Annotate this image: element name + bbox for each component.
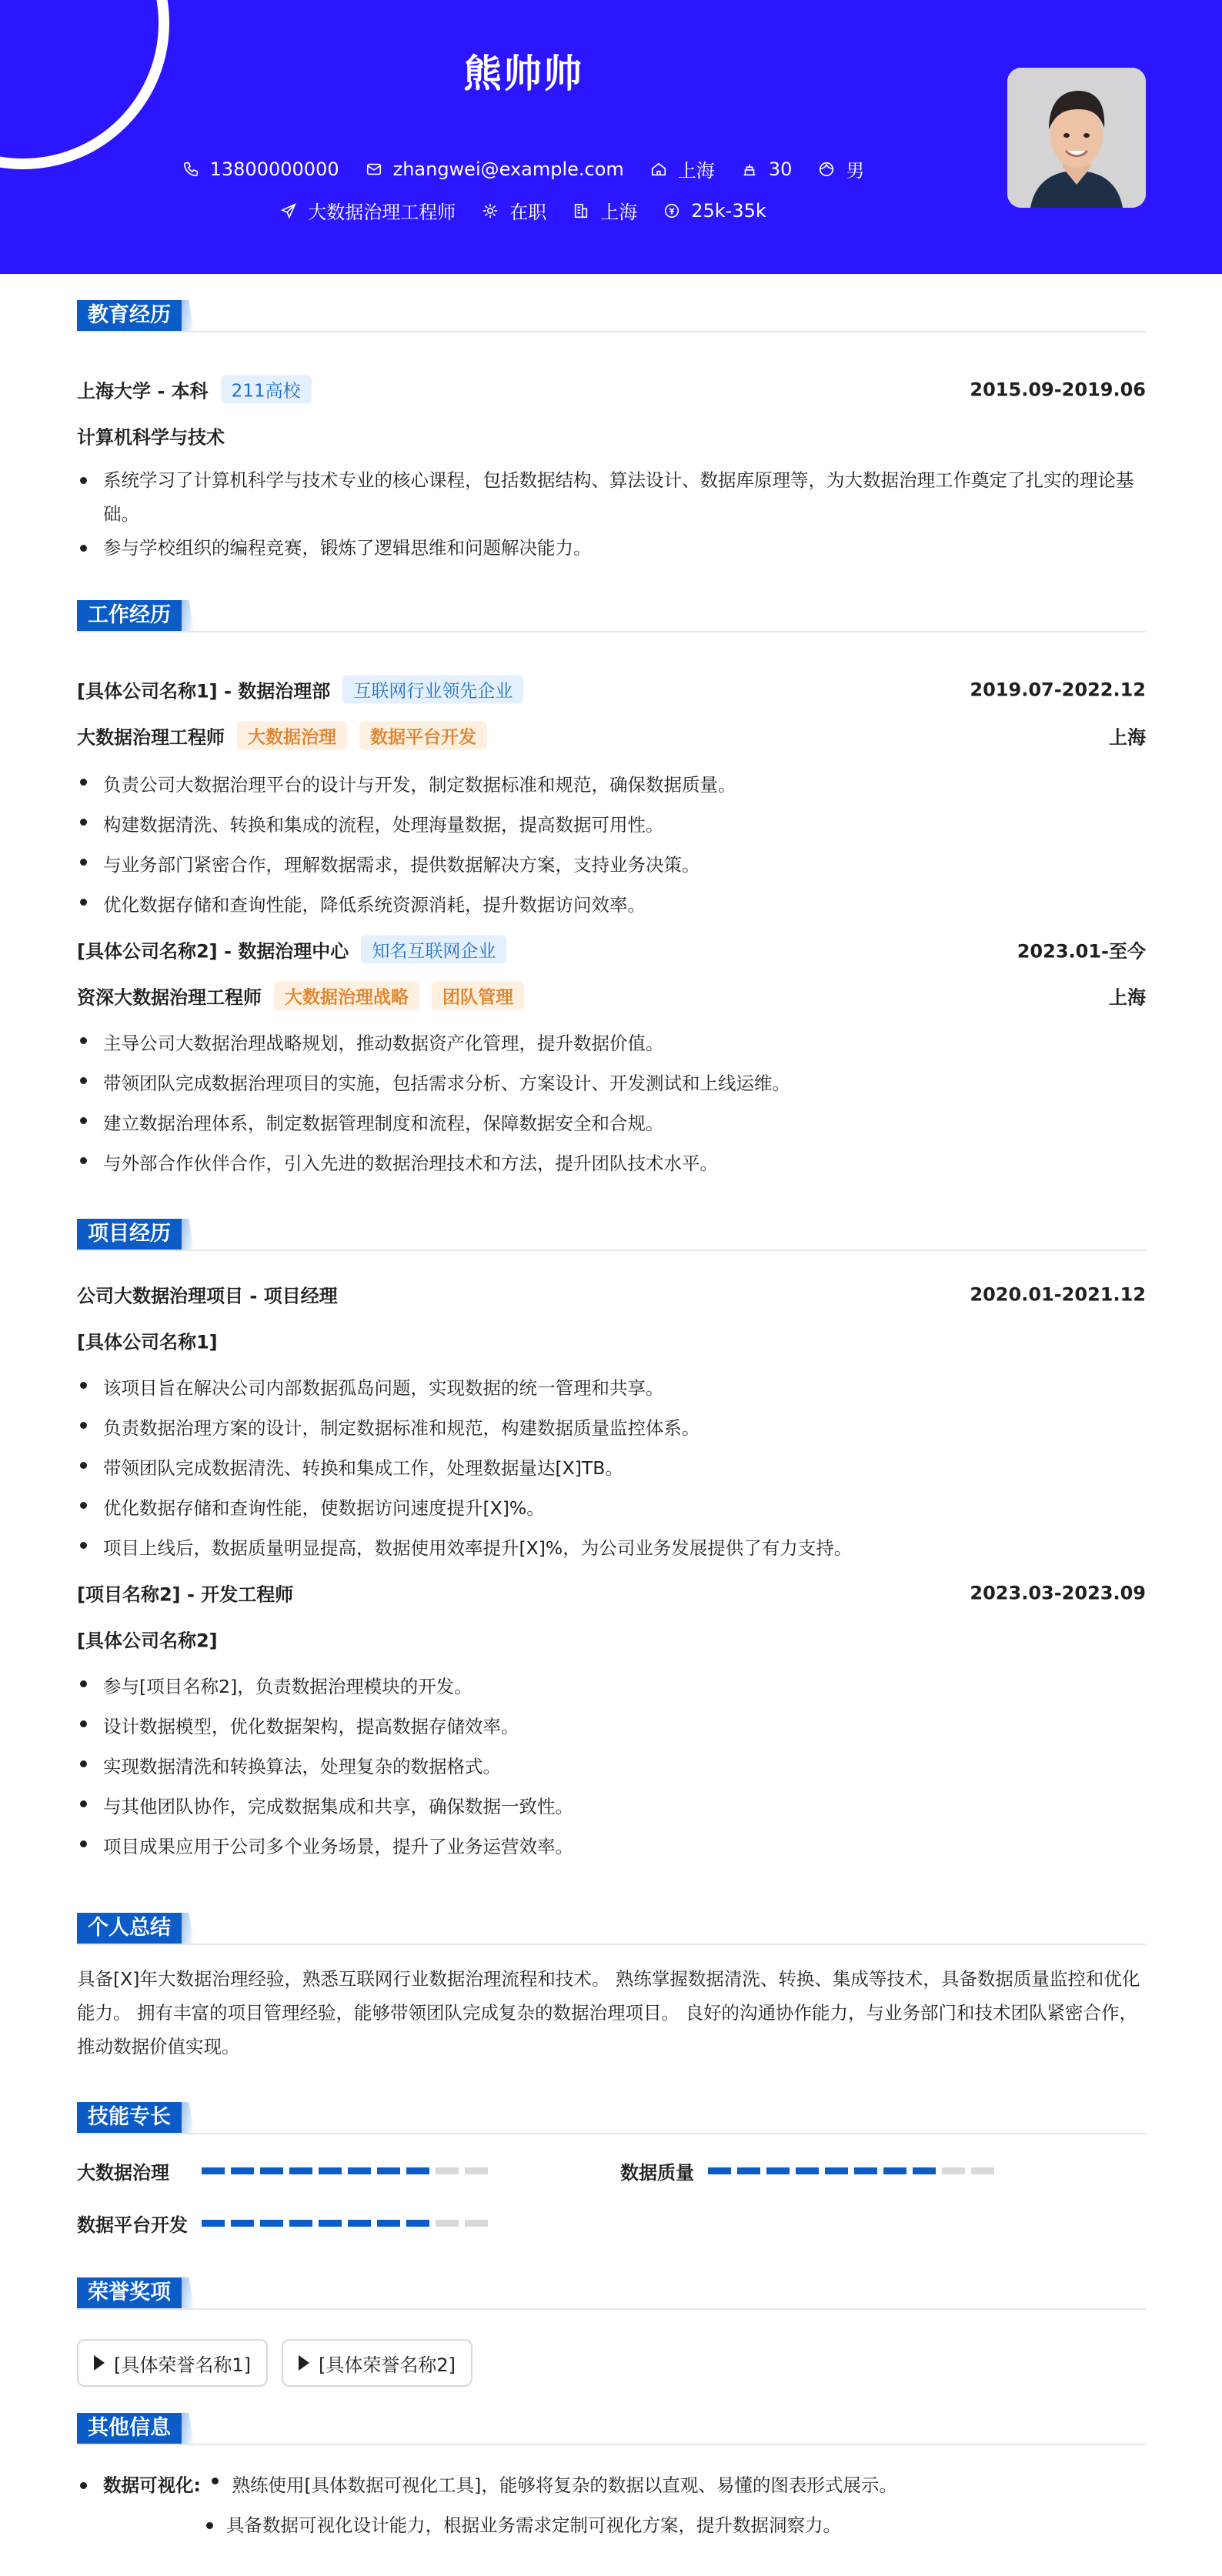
skill-level-segment [319,2167,342,2174]
education-header-row [77,375,1146,404]
skill-level-segment [854,2167,877,2174]
section-title [77,1913,194,1944]
company-tag: 互联网行业领先企业 [342,676,523,704]
face-icon [818,161,835,178]
job-company: [具体公司名称2] - 数据治理中心 [77,940,349,963]
salary-info [663,197,766,224]
section-title [77,1219,194,1250]
job-position: 资深大数据治理工程师 [77,986,262,1009]
project-header-row [77,1281,1146,1308]
phone-text: 13800000000 [209,158,339,180]
skill-item [620,2157,994,2184]
list-item: 带领团队完成数据治理项目的实施，包括需求分析、方案设计、开发测试和上线运维。 [77,1063,1146,1103]
section-title-tail [182,300,194,331]
skill-level-segment [289,2220,312,2227]
list-item: 参与学校组织的编程竞赛，锻炼了逻辑思维和问题解决能力。 [77,531,1146,565]
project-date: 2023.03-2023.09 [970,1582,1146,1603]
job-position: 大数据治理工程师 [77,726,225,749]
section-divider [77,1250,1146,1251]
honor-label: [具体荣誉名称2] [319,2354,456,2376]
section-divider [77,2308,1146,2310]
skill-level-segment [260,2167,283,2174]
other-info-text: 具备数据可视化设计能力，根据业务需求定制可视化方案，提升数据洞察力。 [226,2514,841,2536]
section-title-tail [182,2102,194,2133]
other-info-label: 数据可视化: [103,2474,201,2496]
mail-icon [366,161,382,178]
other-info-row [77,2465,1146,2505]
major-name: 计算机科学与技术 [77,426,225,449]
job-header-row [77,936,1146,964]
list-item: 带领团队完成数据清洗、转换和集成工作，处理数据量达[X]TB。 [77,1448,1146,1488]
skill-level-segment [406,2220,429,2227]
section-title-label: 荣誉奖项 [77,2277,182,2308]
job-bullets [77,765,1146,925]
position-tag: 团队管理 [432,982,524,1010]
section-title-label: 个人总结 [77,1913,182,1944]
skill-level-segment [231,2167,254,2174]
list-item: 系统学习了计算机科学与技术专业的核心课程，包括数据结构、算法设计、数据库原理等，为大数据治理工作奠定了扎实的理论基础。 [77,463,1146,531]
age-text: 30 [768,158,793,180]
list-item: 建立数据治理体系，制定数据管理制度和流程，保障数据安全和合规。 [77,1103,1146,1143]
skill-level-segment [406,2167,429,2174]
list-item: 与业务部门紧密合作，理解数据需求，提供数据解决方案，支持业务决策。 [77,845,1146,885]
position-tag: 大数据治理战略 [274,982,419,1010]
project-name: [项目名称2] - 开发工程师 [77,1583,294,1606]
list-item: 项目成果应用于公司多个业务场景，提升了业务运营效率。 [77,1827,1146,1867]
gender-text: 男 [846,160,865,182]
job-position-row [77,982,1146,1010]
skill-name: 大数据治理 [77,2162,169,2184]
list-item: 实现数据清洗和转换算法，处理复杂的数据格式。 [77,1747,1146,1787]
project-header-row [77,1580,1146,1607]
list-item: 参与[项目名称2]，负责数据治理模块的开发。 [77,1667,1146,1707]
skill-level-segment [883,2167,906,2174]
skill-level-segment [971,2167,994,2174]
job-location: 上海 [1109,726,1146,749]
section-title-tail [182,2277,194,2308]
skill-item [77,2157,488,2184]
skill-level-segment [436,2220,459,2227]
project-bullets [77,1368,1146,1568]
honor-list [77,2339,1146,2387]
bullet-dot [80,2482,87,2489]
status-info [482,197,546,224]
section-title-label: 教育经历 [77,300,182,331]
section-title [77,2102,194,2133]
skill-level-segment [436,2167,459,2174]
skill-level-segment [377,2220,400,2227]
gear-icon [482,202,499,219]
project-date: 2020.01-2021.12 [970,1283,1146,1305]
skill-level-segment [319,2220,342,2227]
skill-level-segment [796,2167,819,2174]
section-title-label: 技能专长 [77,2102,182,2133]
job-company: [具体公司名称1] - 数据治理部 [77,680,331,702]
section-divider [77,1944,1146,1945]
job-date: 2023.01-至今 [1017,940,1146,963]
skill-level-bar [202,2220,488,2227]
skill-name: 数据平台开发 [77,2214,188,2236]
cake-icon [741,161,758,178]
city-text: 上海 [677,160,715,182]
section-title [77,300,194,331]
age-info [741,155,793,182]
honor-chip [282,2339,472,2387]
bullet-dot [212,2478,219,2484]
other-info-row [77,2505,1146,2545]
play-icon [94,2355,105,2371]
section-title [77,600,194,631]
send-icon [280,202,297,219]
job-target-text: 大数据治理工程师 [308,202,456,223]
job-position-row [77,722,1146,750]
skill-level-segment [766,2167,790,2174]
skill-level-segment [913,2167,936,2174]
summary-text: 具备[X]年大数据治理经验，熟悉互联网行业数据治理流程和技术。 熟练掌握数据清洗、转换、集成等技术，具备数据质量监控和优化能力。 拥有丰富的项目管理经验，能够带领团队完成复杂的数据治理项目。 良好的沟通协作能力，与业务部门和技术团队紧密合作，推动数据价值实现。 [77,1968,1140,2057]
list-item: 主导公司大数据治理战略规划，推动数据资产化管理，提升数据价值。 [77,1023,1146,1063]
position-tag: 大数据治理 [237,722,347,750]
school-tag: 211高校 [221,375,312,404]
project-company: [具体公司名称2] [77,1630,218,1652]
skill-level-segment [465,2167,488,2174]
home-icon [650,161,667,178]
email-text: zhangwei@example.com [392,158,624,180]
resume-header [0,0,1222,274]
skill-level-segment [202,2167,225,2174]
other-info-text: 熟练使用[具体数据可视化工具]，能够将复杂的数据以直观、易懂的图表形式展示。 [232,2474,897,2496]
project-company-row [77,1327,1146,1354]
section-title-label: 工作经历 [77,600,182,631]
skill-level-segment [825,2167,848,2174]
work-city-text: 上海 [600,202,638,223]
list-item: 与其他团队协作，完成数据集成和共享，确保数据一致性。 [77,1787,1146,1827]
skill-level-segment [377,2167,400,2174]
project-company: [具体公司名称1] [77,1331,218,1353]
building-icon [573,202,589,219]
section-divider [77,331,1146,332]
list-item: 项目上线后，数据质量明显提高，数据使用效率提升[X]%，为公司业务发展提供了有力支持。 [77,1528,1146,1568]
section-title-tail [182,1913,194,1944]
section-divider [77,2133,1146,2134]
contact-info-row [0,155,1047,182]
gender-info [818,155,864,182]
salary-text: 25k-35k [691,199,766,222]
job-date: 2019.07-2022.12 [970,679,1146,700]
section-title-tail [182,1219,194,1250]
avatar [1007,68,1146,208]
skill-level-segment [231,2220,254,2227]
list-item: 构建数据清洗、转换和集成的流程，处理海量数据，提高数据可用性。 [77,805,1146,845]
city-info [650,155,715,182]
section-title-tail [182,2413,194,2444]
major-row [77,422,1146,449]
section-divider [77,2444,1146,2445]
job-info-row [0,197,1047,224]
company-tag: 知名互联网企业 [361,936,506,964]
skill-level-segment [465,2220,488,2227]
other-info-block [77,2465,1146,2545]
phone-icon [182,161,199,178]
section-divider [77,631,1146,632]
project-bullets [77,1667,1146,1867]
skill-level-segment [348,2220,371,2227]
skill-level-segment [202,2220,225,2227]
candidate-name: 熊帅帅 [463,52,583,96]
list-item: 设计数据模型，优化数据架构，提高数据存储效率。 [77,1707,1146,1747]
skill-level-segment [737,2167,760,2174]
skill-level-bar [202,2167,488,2174]
education-bullets [77,463,1146,565]
play-icon [299,2355,309,2371]
education-date: 2015.09-2019.06 [970,379,1146,400]
work-city-info [573,197,637,224]
profile-photo [1007,68,1146,208]
job-bullets [77,1023,1146,1183]
list-item: 优化数据存储和查询性能，降低系统资源消耗，提升数据访问效率。 [77,885,1146,925]
skill-level-segment [942,2167,965,2174]
skill-name: 数据质量 [620,2162,694,2184]
list-item: 与外部合作伙伴合作，引入先进的数据治理技术和方法，提升团队技术水平。 [77,1143,1146,1183]
job-header-row [77,676,1146,704]
bullet-dot [206,2522,213,2529]
skill-level-segment [708,2167,731,2174]
school-name: 上海大学 - 本科 [77,380,209,402]
phone-info [182,155,339,182]
status-text: 在职 [509,202,547,223]
skill-level-segment [289,2167,312,2174]
honor-chip [77,2339,268,2387]
email-info [366,155,624,182]
project-name: 公司大数据治理项目 - 项目经理 [77,1285,338,1307]
list-item: 负责数据治理方案的设计，制定数据标准和规范，构建数据质量监控体系。 [77,1408,1146,1448]
list-item: 负责公司大数据治理平台的设计与开发，制定数据标准和规范，确保数据质量。 [77,765,1146,805]
list-item: 优化数据存储和查询性能，使数据访问速度提升[X]%。 [77,1488,1146,1528]
skill-level-segment [260,2220,283,2227]
section-title [77,2413,194,2444]
job-target-info [280,197,456,224]
section-title-tail [182,600,194,631]
section-title-label: 其他信息 [77,2413,182,2444]
skill-level-segment [348,2167,371,2174]
list-item [209,2474,896,2496]
section-title [77,2277,194,2308]
coin-icon [663,202,680,219]
skill-item [77,2210,488,2237]
list-item: 该项目旨在解决公司内部数据孤岛问题，实现数据的统一管理和共享。 [77,1368,1146,1408]
project-company-row [77,1626,1146,1653]
position-tag: 数据平台开发 [359,722,487,750]
section-title-label: 项目经历 [77,1219,182,1250]
job-location: 上海 [1109,986,1146,1009]
honor-label: [具体荣誉名称1] [114,2354,251,2376]
skill-level-bar [708,2167,994,2174]
